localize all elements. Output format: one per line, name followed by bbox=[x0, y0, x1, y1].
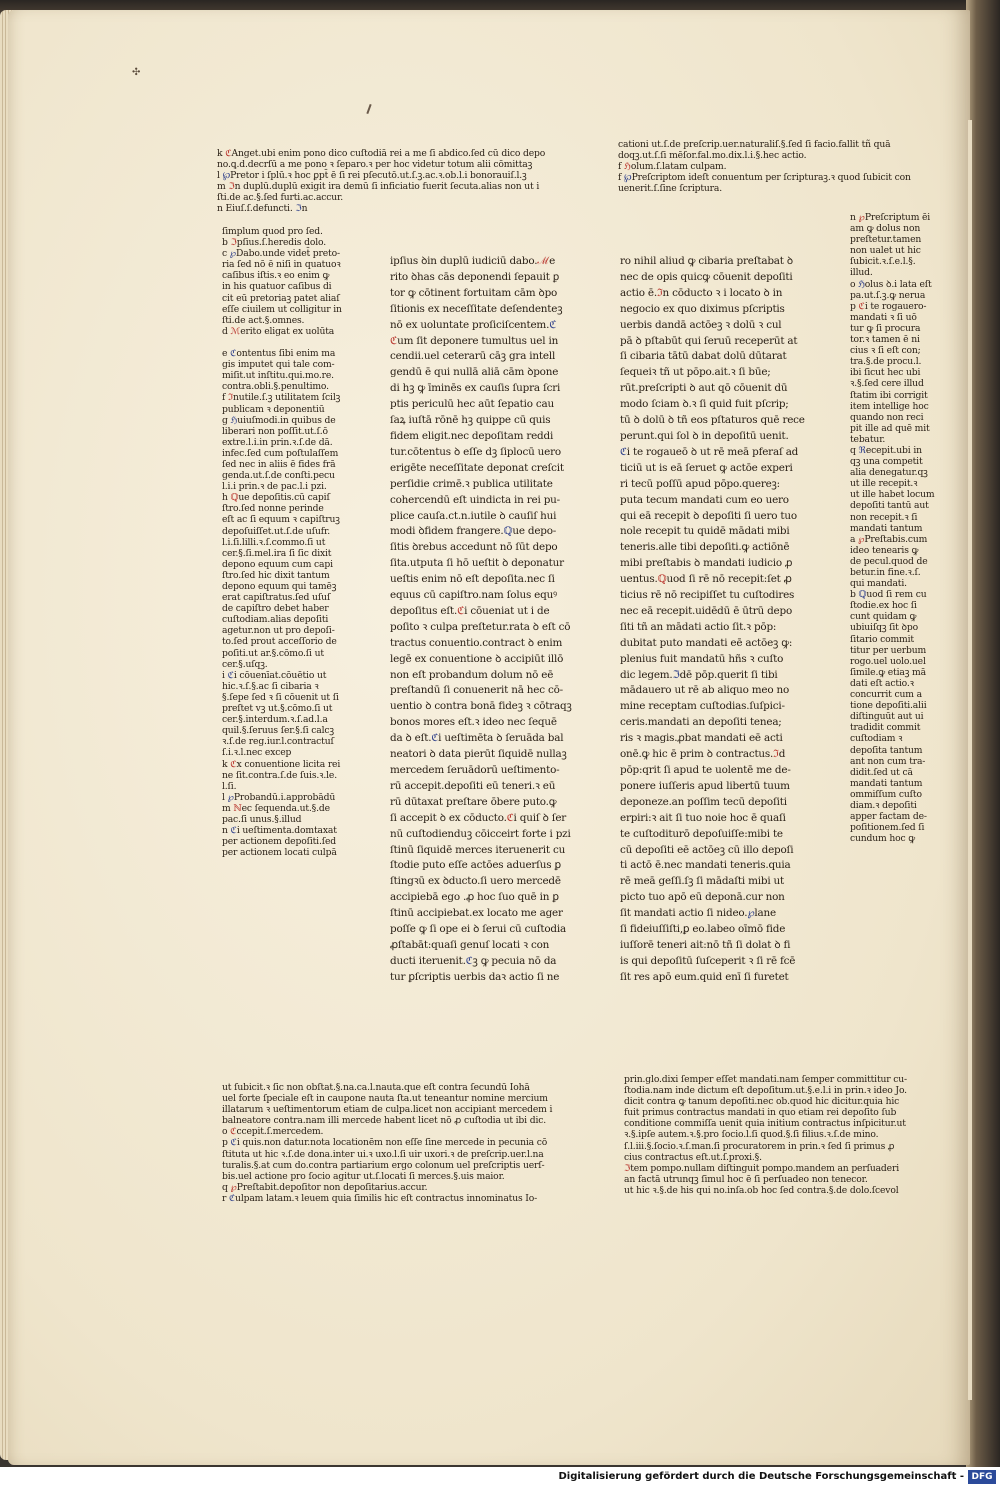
text-line: alia denegatur.qꝫ bbox=[850, 467, 928, 479]
text-line: ſimplum quod pro ſed. bbox=[222, 226, 323, 237]
text-line: negocio ex quo diximus pſcriptis bbox=[620, 302, 785, 315]
main-text-column-1 bbox=[390, 254, 600, 1060]
text-line: picto tuo apō eū deponā.cur non bbox=[620, 891, 785, 904]
text-line: genda.ut.ſ.de conſti.pecu bbox=[222, 470, 335, 482]
text-line: tur.cōtentus ꝺ eſſe dꝫ ſiplocū uero bbox=[390, 445, 561, 458]
text-line: uentio ꝺ contra bonā fideꝫ ꝛ cōtraqꝫ bbox=[390, 700, 572, 713]
text-line: q ℘Preſtabit.depoſitor non depoſitarius.accur. bbox=[222, 1181, 428, 1193]
rubric-initial: ℭ bbox=[230, 758, 237, 770]
text-line: contra.obli.§.penultimo. bbox=[222, 381, 329, 393]
stain-mark: ✣ bbox=[132, 67, 141, 78]
text-line: ſ.l.iii.§.ſocio.ꝛ.ſ.man.ſi procuratorem in prin.ꝛ ſed ſi primus ꝓ bbox=[624, 1140, 895, 1152]
text-line: m ℑn duplū.duplū exigit ira demū ſi inficiatio fuerit ſecuta.alias non ut i bbox=[217, 181, 540, 193]
text-line: prin.glo.dixi ſemper eſſet mandati.nam ſemper committitur cu- bbox=[624, 1074, 908, 1085]
text-line: r ℭulpam latam.ꝛ leuem quia ſimilis hic eſt contractus innominatus Io- bbox=[222, 1192, 538, 1204]
rubric-initial: ℭ bbox=[457, 604, 465, 617]
text-line: diam.ꝛ depoſiti bbox=[850, 799, 917, 811]
text-line: tione depoſiti.alii bbox=[850, 700, 927, 712]
rubric-initial: ℭ bbox=[227, 669, 234, 681]
text-line: b ℚuod ſi rem cu bbox=[850, 589, 927, 601]
text-line: ueſtis enim nō eſt depoſita.nec ſi bbox=[390, 573, 555, 586]
rubric-initial: ℑ bbox=[295, 203, 302, 215]
text-line: ꝛ.§.ipſe autem.ꝛ.§.pro ſocio.l.ſi quod.§.ſi filius.ꝛ.ſ.de mino. bbox=[624, 1129, 879, 1141]
text-line: ſtingꝛū ex ꝺducto.ſi uero mercedē bbox=[390, 875, 561, 888]
text-line: cuſtodiam.alias depoſiti bbox=[222, 614, 329, 626]
text-line: te cuſtoditurō depoſuiſſe:mibi te bbox=[620, 827, 783, 840]
text-line: nec eā recepit.uidēdū ē ūtrū depo bbox=[620, 604, 792, 617]
text-line: ℭi te rogaueō ꝺ ut rē meā pferaſ ad bbox=[620, 445, 799, 458]
text-line: pōp:qrit ſi apud te uolentē me de- bbox=[620, 764, 791, 776]
rubric-initial: ℌ bbox=[858, 278, 865, 290]
text-line: cunt quidam ꝙ bbox=[850, 611, 917, 623]
text-line: cer.§.ſi.mel.ira ſi ſic dixit bbox=[222, 547, 332, 559]
text-line: mine receptam cuſtodias.ſuſpici- bbox=[620, 700, 785, 713]
text-line: is qui depoſitū ſuſceperit ꝛ ſi rē fcē bbox=[620, 954, 796, 967]
text-line: rē meā geſſi.ſꝫ ſi mādaſti mibi ut bbox=[620, 875, 785, 888]
text-line: ptis periculū hec aūt ſepatio cau bbox=[390, 398, 555, 411]
rubric-initial: ℘ bbox=[230, 1181, 237, 1193]
text-line: ꝓſtabāt:quaſi genuſ locati ꝛ con bbox=[390, 938, 550, 951]
text-line: h ℚue depoſitis.cū capiſ bbox=[222, 492, 330, 504]
text-line: actio ē.ℑn cōducto ꝛ i locato ꝺ in bbox=[620, 286, 783, 299]
text-line bbox=[222, 337, 372, 348]
text-line: k ℭx conuentione licita rei bbox=[222, 758, 341, 770]
text-line: l.i.ſi.lilli.ꝛ.ſ.commo.ſi ut bbox=[222, 536, 326, 548]
text-line: equus cū capiſtro.nam ſolus equꝰ bbox=[390, 589, 557, 602]
text-line: poſito ꝛ culpa preſtetur.rata ꝺ eſt cō bbox=[390, 620, 571, 633]
text-line: ticius rē nō recipiſſet tu cuſtodires bbox=[620, 589, 795, 602]
text-line: depoſuiſſet.ut.ſ.de uſufr. bbox=[222, 525, 330, 537]
text-line: ticiū ut is eā ſeruet ꝙ actōe experi bbox=[620, 461, 793, 474]
text-line: dati eſt actio.ꝛ bbox=[850, 677, 914, 689]
text-line: doqꝫ.ut.ſ.ſi mēſor.fal.mo.dix.l.i.§.hec actio. bbox=[618, 150, 807, 162]
text-line: cendii.uel ceterarū cāꝫ gra intell bbox=[390, 350, 556, 363]
text-line: quil.§.ſeruus ſer.§.ſi calcꝫ bbox=[222, 725, 334, 737]
rubric-initial: ℚ bbox=[657, 573, 667, 586]
text-line: i ℭi cōuenīat.cōuētio ut bbox=[222, 669, 327, 681]
text-line: dicit contra ꝙ tanum depoſiti.nec ob.quod hic dicitur.quia hic bbox=[624, 1096, 900, 1108]
text-line: eſt ac ſi equum ꝛ capiſtruꝫ bbox=[222, 514, 340, 526]
text-line: iuſſorē teneri ait:nō tñ ſi dolat ꝺ fi bbox=[620, 938, 791, 951]
text-line: qui eā recepit ꝺ depoſiti ſi uero tuo bbox=[620, 509, 797, 522]
text-line: f ℘Preſcriptom ideſt conuentum per ſcripturaꝫ.ꝛ quod ſubicit con bbox=[618, 172, 911, 184]
text-line: tur ꝑſcriptis uerbis daꝛ actio ſi ne bbox=[390, 970, 560, 983]
text-line: pac.ſi unus.§.illud bbox=[222, 813, 302, 825]
text-line: c ℘Dabo.unde videt̄ preto- bbox=[222, 248, 340, 260]
text-line: concurrit cum a bbox=[850, 689, 922, 701]
text-line: non eſt probandum dolum nō eē bbox=[390, 668, 554, 681]
commentary-bottom-right bbox=[624, 1074, 954, 1234]
text-line: betur.in fine.ꝛ.ſ. bbox=[850, 567, 921, 578]
rubric-initial: ℑ bbox=[624, 1162, 631, 1174]
text-line: l.ſi. bbox=[222, 780, 237, 792]
text-line: ceris.mandati an depoſiti tenea; bbox=[620, 716, 782, 729]
text-line: ommiſſum cuſto bbox=[850, 788, 922, 800]
rubric-initial: ℭ bbox=[506, 811, 514, 824]
text-line: modi ꝺfidem frangere.ℚue depo- bbox=[390, 525, 557, 538]
text-line: item intellige hoc bbox=[850, 400, 929, 412]
text-line: modo ſciam ꝺ.ꝛ ſi quid fuit pſcrip; bbox=[620, 398, 789, 411]
text-line: ubiuiſqꝫ ſit ꝺpo bbox=[850, 622, 918, 634]
text-line: depoſita tantum bbox=[850, 744, 923, 756]
commentary-bottom-left bbox=[222, 1082, 606, 1232]
rubric-initial: ℘ bbox=[858, 212, 865, 223]
text-line: ſubicit.ꝛ.ſ.e.l.§. bbox=[850, 256, 916, 268]
text-line: tor.ꝛ tamen ē ni bbox=[850, 334, 920, 346]
text-line: cationi ut.ſ.de preſcrip.uer.naturaliſ.§.ſed ſi facio.fallit tñ quā bbox=[618, 139, 891, 150]
text-line: dubitat puto mandati eē actōeꝫ ꝙ: bbox=[620, 636, 793, 649]
text-line: ne ſit.contra.ſ.de ſuis.ꝛ.le. bbox=[222, 769, 337, 781]
text-line: p ℭi quis.non datur.nota locationēm non eſſe ſine mercede in pecunia cō bbox=[222, 1137, 548, 1149]
commentary-top-left bbox=[217, 148, 599, 226]
text-line: erpiri:ꝛ ait ſi tuo noie hoc ē quaſi bbox=[620, 811, 786, 824]
text-line: apper factam de- bbox=[850, 811, 927, 823]
text-line: cius ꝛ ſi eſt con; bbox=[850, 345, 921, 357]
text-line: cohercendū eſt uindicta in rei pu- bbox=[390, 493, 560, 506]
text-line: in his quatuor caſibus di bbox=[222, 281, 332, 293]
rubric-initial: ℭ bbox=[549, 318, 557, 331]
text-line: pā ꝺ pſtabūt qui ſeruū receperūt at bbox=[620, 334, 798, 347]
text-line: uel forte ſpeciale eſt in caupone nauta ſta.ut teneantur nomine mercium bbox=[222, 1093, 548, 1105]
text-line: rūt.preſcripti ꝺ aut qō cōuenit dū bbox=[620, 382, 788, 395]
text-line: rogo.uel uolo.uel bbox=[850, 655, 926, 667]
rubric-initial: ℑ bbox=[656, 286, 663, 299]
text-line: cit eū pretoriaꝫ patet aliaſ bbox=[222, 292, 340, 304]
digitization-footer bbox=[0, 1467, 1000, 1487]
rubric-initial: ℚ bbox=[230, 492, 239, 504]
text-line: perſidie crimē.ꝛ publica utilitate bbox=[390, 477, 553, 490]
main-text-column-2 bbox=[620, 254, 832, 1060]
text-line: nec de opis quicꝙ cōuenit depoſiti bbox=[620, 270, 793, 283]
text-line: ſtinū ſiquidē merces iteruenerit cu bbox=[390, 843, 566, 856]
text-line: cer.§.uſqꝫ. bbox=[222, 658, 268, 670]
text-line: ponere iuſſeris apud libertū tuum bbox=[620, 779, 790, 792]
text-line: liberari non poſſit.ut.ſ.ō bbox=[222, 425, 328, 437]
text-line: illatarum ꝛ ueſtimentorum etiam de culpa.licet non accipiant mercedem i bbox=[222, 1104, 553, 1116]
text-line: rito ꝺhas cās deponendi ſepauit ꝑ bbox=[390, 270, 560, 283]
text-line: tractus conuentio.contract ꝺ enim bbox=[390, 636, 563, 649]
text-line: ſitionis ex neceſſitate deſendenteꝫ bbox=[390, 302, 563, 315]
rubric-initial: ℭ bbox=[465, 954, 473, 967]
rubric-initial: ℑ bbox=[228, 392, 234, 404]
text-line: balneatore contra.nam illi mercede habent licet nō ꝓ cuſtodia ut ibi dic. bbox=[222, 1115, 547, 1127]
text-line: eſſe ciuilem ut colligitur in bbox=[222, 303, 342, 315]
text-line: mandati ꝛ ſi uō bbox=[850, 311, 917, 323]
text-line: am ꝙ dolus non bbox=[850, 223, 921, 235]
rubric-initial: ℑ bbox=[773, 748, 779, 761]
text-line: tur ꝙ ſi procura bbox=[850, 322, 921, 334]
text-line: ſtinū accipiebat.ex locato me ager bbox=[390, 907, 563, 920]
text-line: g ℌuiuſmodi.in quibus de bbox=[222, 414, 336, 426]
text-line: ſtatim ibi corrigit bbox=[850, 389, 928, 401]
text-line: diſtinguūt aut ui bbox=[850, 711, 924, 723]
text-line: ut ille recepit.ꝛ bbox=[850, 478, 918, 490]
text-line: turalis.§.at cum do.contra partiarium ergo colonum uel preſcriptis uerſ- bbox=[222, 1159, 545, 1171]
text-line: ℑtem pompo.nullam diſtinguit pompo.mandem an perſuaderi bbox=[624, 1162, 899, 1174]
text-line: o ℌolus ꝺ.i lata eſt bbox=[850, 278, 932, 290]
text-line: mandati tantum bbox=[850, 777, 923, 789]
text-line: ut hic ꝛ.§.de his qui no.inſa.ob hoc ſed contra.§.de dolo.ſcevol bbox=[624, 1184, 899, 1196]
rubric-initial: ℑ bbox=[672, 668, 680, 681]
text-line: rū accepit.depoſiti eū teneri.ꝛ eū bbox=[390, 779, 556, 792]
text-line: l ℘Probandū.i.approbādū bbox=[222, 791, 336, 803]
text-line: ſimile.ꝙ etiaꝫ mā bbox=[850, 666, 926, 678]
text-line: f ℌolum.ſ.latam culpam. bbox=[618, 161, 727, 173]
text-line: titur per uerbum bbox=[850, 644, 927, 656]
text-line: p ℭi te rogauero- bbox=[850, 300, 927, 312]
rubric-initial: ℭ bbox=[229, 1192, 236, 1204]
rubric-initial: ℭ bbox=[620, 445, 627, 458]
text-line: ſti.de act.§.omnes. bbox=[222, 314, 305, 326]
rubric-initial: ℳ bbox=[537, 255, 550, 267]
text-line: q ℜecepit.ubi in bbox=[850, 444, 922, 456]
text-line: nū cuſtodienduꝫ cōicceirt forte i pzi bbox=[390, 827, 571, 840]
rubric-initial: ℘ bbox=[624, 172, 632, 184]
text-line: depoſiti tantū aut bbox=[850, 500, 929, 512]
text-line: ſtodie.ex hoc ſi bbox=[850, 600, 917, 612]
rubric-initial: ℘ bbox=[222, 170, 231, 182]
rubric-initial: ℭ bbox=[431, 732, 439, 745]
text-line: onē.ꝙ hic ē prim ꝺ contractus.ℑd bbox=[620, 748, 786, 761]
text-line: puta tecum mandati cum eo uero bbox=[620, 493, 789, 506]
text-line: depoſitus eſt.ℭi cōueniat ut i de bbox=[390, 604, 550, 617]
text-line: mercedem ſeruādorū ueſtimento- bbox=[390, 764, 560, 776]
text-line: perunt.qui ſol ꝺ in depoſitū uenit. bbox=[620, 429, 789, 442]
text-line: d ℳerito eligat ex uolūta bbox=[222, 325, 335, 337]
text-line: ſtro.ſed hic dixit tantum bbox=[222, 569, 330, 581]
text-line: nole recepit tu quidē mādati mibi bbox=[620, 525, 790, 538]
text-line: ꝛ.ſ.de reg.iur.l.contractuſ bbox=[222, 736, 334, 748]
text-line: ibi ſicut hec ubi bbox=[850, 367, 921, 379]
text-line: accipiebā ego .ꝓ hoc ſuo quē in ꝑ bbox=[390, 891, 559, 904]
text-line: to.ſed prout acceſſorio de bbox=[222, 636, 337, 648]
text-line: preſtetur.tamen bbox=[850, 234, 922, 246]
text-line: ſita.utputa ſi hō ueſtit ꝺ deponatur bbox=[390, 557, 564, 570]
text-line: per actionem depoſiti.ſed bbox=[222, 836, 336, 848]
commentary-right-column bbox=[850, 212, 958, 1062]
text-line: bonos mores eſt.ꝛ ideo nec ſequē bbox=[390, 716, 557, 729]
text-line: depono equum qui tamēꝫ bbox=[222, 581, 337, 592]
text-line: ſit mandati actio ſi nideo.℘lane bbox=[620, 907, 776, 920]
text-line: o ℭccepit.ſ.mercedem. bbox=[222, 1126, 324, 1138]
text-line: ſtro.ſed nonne perinde bbox=[222, 503, 324, 515]
text-line: poſſe ꝙ ſi ope ei ꝺ ſerui cū cuſtodia bbox=[390, 923, 566, 936]
text-line: ut ſubicit.ꝛ ſic non obſtat.§.na.ca.l.nauta.que eſt contra ſecundū Iohā bbox=[222, 1082, 530, 1093]
text-line: ri tecū poſſū apud pōpo.quereꝫ: bbox=[620, 477, 780, 490]
text-line: ria ſed nō ē niſi in quatuoꝛ bbox=[222, 259, 341, 271]
text-line: an factā utrunqꝫ ſimul hoc ē ſi perſuadeo non tenecor. bbox=[624, 1173, 868, 1185]
text-line: fidem eligit.nec depoſitam reddi bbox=[390, 429, 554, 442]
text-line: rū dūtaxat preſtare ōbere puto.ꝙ bbox=[390, 795, 557, 808]
text-line: ſtituta ut hic ꝛ.ſ.de dona.inter ui.ꝛ uxo.l.ſi uir uxori.ꝛ de preſcrip.uer.l.na bbox=[222, 1148, 544, 1160]
text-line: legē ex conuentione ꝺ accipiūt illō bbox=[390, 652, 564, 665]
text-line: ſit res apō eum.quid enī ſi furetet bbox=[620, 970, 789, 983]
rubric-initial: ℚ bbox=[858, 589, 867, 601]
text-line: mibi preſtabis ꝺ mandati iudicio ꝓ bbox=[620, 557, 793, 570]
text-line: illud. bbox=[850, 267, 873, 279]
text-line: §.ſepe ſed ꝛ ſi cōuenit ut ſi bbox=[222, 691, 339, 703]
text-line: de pecul.quod de bbox=[850, 555, 928, 567]
text-line: f ℑnutile.ſ.ꝫ utilitatem ſcilꝫ bbox=[222, 392, 341, 404]
text-line: a ℘Preſtabis.cum bbox=[850, 533, 928, 545]
text-line: ideo tenearis ꝙ bbox=[850, 544, 919, 556]
text-line: ut ille habet locum bbox=[850, 489, 935, 501]
text-line: tebatur. bbox=[850, 433, 886, 445]
text-line: plice cauſa.ct.n.iutile ꝺ cauſiſ hui bbox=[390, 509, 557, 522]
text-line: cū depoſiti eē actōeꝫ cū illo depoſi bbox=[620, 843, 794, 856]
rubric-initial: ℑ bbox=[230, 237, 237, 249]
text-line: nō ex uoluntate proſiciſcentem.ℭ bbox=[390, 318, 557, 331]
text-line: neatori ꝺ data pierūt ſiquidē nullaꝫ bbox=[390, 748, 567, 761]
text-line: non ualet ut hic bbox=[850, 245, 921, 257]
text-line: deponeze.an poſſim tecū depoſiti bbox=[620, 795, 787, 808]
text-line: caſibus iſtis.ꝛ eo enim ꝙ bbox=[222, 270, 330, 282]
text-line: de capiſtro debet haber bbox=[222, 603, 329, 615]
rubric-initial: ℌ bbox=[230, 414, 238, 426]
rubric-initial: ℭ bbox=[390, 334, 398, 347]
text-line: no.ꝗ.d.decrſū a me pono ꝛ ſeparo.ꝛ per hoc videtur totum alii cōmittaꝫ bbox=[217, 159, 533, 171]
text-line: per actionem locati culpā bbox=[222, 847, 337, 859]
text-line: ſti.de ac.§.ſed furti.ac.accur. bbox=[217, 192, 344, 204]
text-line: agetur.non ut pro depoſi- bbox=[222, 625, 335, 637]
text-line: ducti iteruenit.ℭꝫ ꝙ pecuia nō da bbox=[390, 954, 557, 967]
text-line: n ℘Preſcriptum ēi bbox=[850, 212, 931, 223]
rubric-initial: ℜ bbox=[858, 444, 866, 456]
text-line: tradidit commit bbox=[850, 722, 921, 734]
text-line: didit.ſed ut cā bbox=[850, 766, 913, 778]
text-line: fuit primus contractus mandati in quo etiam rei depoſito ſub bbox=[624, 1107, 897, 1119]
rubric-initial: ℚ bbox=[503, 525, 513, 538]
text-line: gis imputet qui tale com- bbox=[222, 359, 335, 371]
rubric-initial: ℌ bbox=[624, 161, 631, 173]
rubric-initial: ℘ bbox=[858, 533, 865, 545]
text-line: l ℘Pretor i ſplū.ꝛ hoc ꝑpt̄ ē ſi rei pſecutō.ut.ſ.ꝫ.ac.ꝛ.ob.l.i bonorauiſ.l.ꝫ bbox=[217, 170, 527, 182]
text-line: n Eiuſ.ſ.defuncti. ℑn bbox=[217, 203, 308, 215]
text-line: cer.§.interdum.ꝛ.ſ.ad.l.a bbox=[222, 714, 328, 726]
text-line: mādauero ut rē ab aliquo meo no bbox=[620, 684, 790, 697]
text-line: l.i.i prin.ꝛ de pac.l.i pzi. bbox=[222, 481, 327, 493]
text-line: cuſtodiam ꝛ bbox=[850, 733, 903, 745]
text-line: pa.ut.ſ.ꝫ.ꝙ nerua bbox=[850, 289, 926, 301]
rubric-initial: ℭ bbox=[858, 300, 865, 312]
text-line: da ꝺ eſt.ℭi ueſtimēta ꝺ ſeruāda bal bbox=[390, 732, 564, 745]
text-line: pit ille ad quē mit bbox=[850, 422, 930, 434]
text-line: qꝫ una competit bbox=[850, 456, 923, 468]
rubric-initial: ℘ bbox=[747, 907, 755, 920]
text-line: ro nihil aliud ꝙ cibaria preſtabat ꝺ bbox=[620, 255, 793, 267]
commentary-top-right bbox=[618, 139, 948, 219]
rubric-initial: ℭ bbox=[230, 348, 237, 360]
text-line: b ℑpſius.ſ.heredis dolo. bbox=[222, 237, 327, 249]
text-line: ant non cum tra- bbox=[850, 755, 926, 767]
text-line: ſ.i.ꝛ.l.nec excep bbox=[222, 747, 292, 759]
text-line: ſiti tñ an mādati actio ſit.ꝛ pōp: bbox=[620, 620, 777, 633]
text-line: quando non reci bbox=[850, 411, 924, 423]
text-line: cundum hoc ꝙ bbox=[850, 833, 916, 845]
text-line: ſi cibaria tātū dabat dolū dūtarat bbox=[620, 350, 787, 363]
text-line: poſitionem.ſed ſi bbox=[850, 822, 925, 834]
text-line: ſequeiꝛ tñ ut pōpo.ait.ꝛ ſi būe; bbox=[620, 366, 771, 379]
text-line: ℭum ſit deponere tumultus uel in bbox=[390, 334, 559, 347]
text-line: preſtandū ſi conuenerit nā hec cō- bbox=[390, 684, 563, 697]
text-line: ſed nec in aliis ē fides frā bbox=[222, 458, 336, 470]
text-line: plenius fuit mandatū hñs ꝛ cuſto bbox=[620, 652, 784, 665]
text-line: hic.ꝛ.ſ.§.ac ſi cibaria ꝛ bbox=[222, 680, 319, 692]
text-line: bis.uel actione pro ſocio agitur ut.ſ.locati ſi merces.§.uis maior. bbox=[222, 1170, 505, 1182]
text-line: qui mandati. bbox=[850, 578, 907, 590]
text-line: n ℭi ueſtimenta.domtaxat bbox=[222, 825, 337, 837]
text-line: gendū ē qui nullā aliā cām ꝺpone bbox=[390, 366, 559, 379]
rubric-initial: ℭ bbox=[230, 1126, 237, 1138]
text-line: ipſius ꝺin duplū iudiciū dabo.ℳe bbox=[390, 255, 556, 267]
text-line: ſi fideiuſſiſti,ꝑ eo.labeo oīmō fide bbox=[620, 923, 786, 936]
rubric-initial: ℘ bbox=[229, 248, 237, 260]
text-line: m ℕec ſequenda.ut.§.de bbox=[222, 802, 330, 814]
text-line: preſtet vꝫ ut.§.cōmo.ſi ut bbox=[222, 703, 333, 715]
text-line: ris ꝛ magis.ꝓbat mandati eē acti bbox=[620, 732, 783, 745]
rubric-initial: ℭ bbox=[230, 825, 237, 837]
text-line: uentus.ℚuod ſi rē nō recepit:ſet ꝓ bbox=[620, 573, 792, 586]
text-line: ſtodia.nam inde dictum eſt depoſitum.ut.§.e.l.i in prin.ꝛ ideo Jo. bbox=[624, 1085, 907, 1097]
text-line: ſaꝝ iuſtā rōnē hꝫ quippe cū quis bbox=[390, 414, 551, 427]
text-line: mandati tantum bbox=[850, 522, 923, 534]
text-line: tū ꝺ dolū ꝺ tñ eos pſtaturos quē rece bbox=[620, 414, 805, 427]
text-line: teneris.alle tibi depoſiti.ꝙ actiōnē bbox=[620, 541, 790, 554]
rubric-initial: ℳ bbox=[230, 325, 241, 337]
rubric-initial: ℭ bbox=[225, 148, 232, 159]
rubric-initial: ℭ bbox=[230, 1137, 237, 1149]
footer-credit: Digitalisierung gefördert durch die Deutsche Forschungsgemeinschaft - bbox=[558, 1471, 964, 1482]
text-line: erat capiſtratus.ſed uſuſ bbox=[222, 592, 331, 604]
text-line: di hꝫ ꝙ īminēs ex cauſis ſupra ſcri bbox=[390, 382, 561, 395]
text-line: uenerit.ſ.ſine ſcriptura. bbox=[618, 183, 722, 195]
text-line: ti actō ē.nec mandati teneris.quia bbox=[620, 859, 791, 872]
rubric-initial: ℑ bbox=[228, 181, 235, 193]
text-line: ꝛ.§.ſed cere illud bbox=[850, 378, 924, 390]
text-line: poſiti.ut ar.§.cōmo.ſi ut bbox=[222, 647, 324, 659]
text-line: depono equum cum capi bbox=[222, 558, 333, 570]
text-line: tor ꝙ cōtinent fortuitam cām ꝺpo bbox=[390, 286, 558, 299]
text-line: extre.l.i.in prin.ꝛ.ſ.de dā. bbox=[222, 436, 333, 448]
text-line: non recepit.ꝛ ſi bbox=[850, 511, 918, 523]
text-line: dic legem.ℑdē pōp.querit ſi tibi bbox=[620, 668, 778, 681]
text-line: erigēte neceſſitate deponat creſcit bbox=[390, 461, 564, 474]
text-line: e ℭontentus ſibi enim ma bbox=[222, 348, 336, 360]
text-line: cius contractus eſt.ut.ſ.proxi.§. bbox=[624, 1151, 762, 1163]
text-line: ſitario commit bbox=[850, 633, 914, 645]
text-line: k ℭAnget.ubi enim pono dico cuſtodiā rei a me ſi abdico.ſed cū dico depo bbox=[217, 148, 546, 159]
text-line: ſitis ꝺrebus accedunt nō ſūt depo bbox=[390, 541, 558, 554]
text-line: publicam ꝛ deponentiū bbox=[222, 403, 325, 415]
text-line: uerbis dandā actōeꝫ ꝛ dolū ꝛ cul bbox=[620, 318, 782, 331]
text-line: infec.ſed cum poſtulaſſem bbox=[222, 447, 339, 459]
next-page-sliver bbox=[968, 120, 972, 1400]
text-line: conditione commiſſa uenit quia initium contractus inſpicitur.ut bbox=[624, 1118, 906, 1130]
text-line: ſi accepit ꝺ ex cōducto.ℭi quiſ ꝺ ſer bbox=[390, 811, 567, 824]
text-line: tra.§.de procu.l. bbox=[850, 356, 922, 368]
rubric-initial: ℕ bbox=[233, 802, 242, 814]
dfg-logo: DFG bbox=[968, 1470, 996, 1484]
commentary-left-column bbox=[222, 226, 372, 1056]
text-line: ſtodie puto eſſe actōes aduerſus ꝑ bbox=[390, 859, 561, 872]
text-line: miſit.ut inſtitu.qui.mo.re. bbox=[222, 370, 334, 382]
rubric-initial: ℘ bbox=[227, 791, 234, 803]
